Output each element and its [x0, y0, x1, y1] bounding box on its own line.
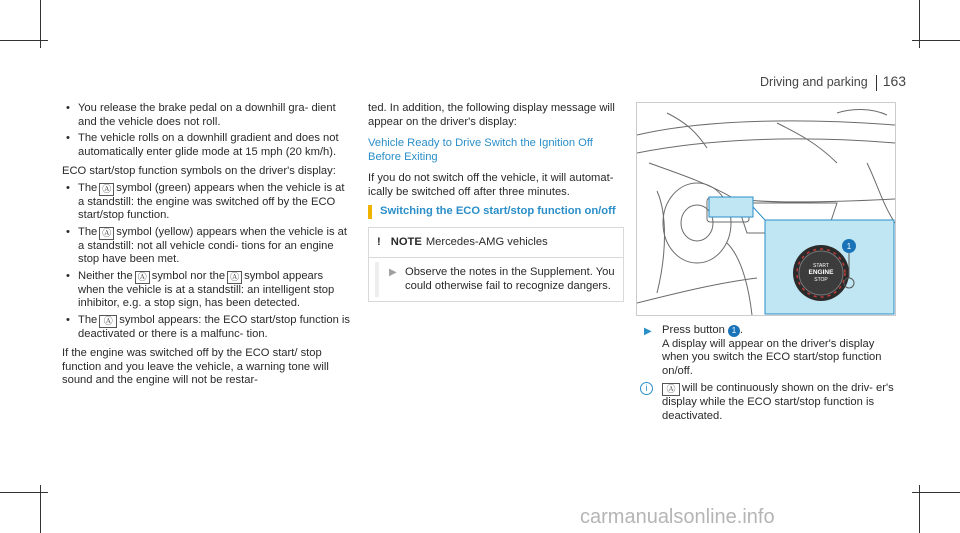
- crop-mark: [0, 492, 48, 493]
- paragraph: If you do not switch off the vehicle, it will automat- ically be switched off after three minutes.: [368, 172, 614, 198]
- section-title: Driving and parking: [760, 75, 868, 89]
- eco-start-stop-icon: Ⓐ: [99, 183, 114, 196]
- left-column: [62, 102, 350, 391]
- step-instruction: ▶ Press button 1 . A display will appear on the driver's display when you switch the ECO start/stop function on/off.: [644, 324, 882, 377]
- callout-number: 1: [846, 242, 852, 251]
- eco-button-highlight: [709, 197, 753, 217]
- eco-off-icon: Ⓐ: [662, 383, 680, 396]
- list-item: • The vehicle rolls on a downhill gradient and does not automatically enter glide mode at 15 mph (20 km/h).: [62, 132, 350, 159]
- info-note: i Ⓐ will be continuously shown on the driv- er's display while the ECO start/stop function is deactivated.: [636, 382, 894, 423]
- list-item: • You release the brake pedal on a downhill gra- dient and the vehicle does not roll.: [62, 102, 350, 129]
- info-icon: i: [640, 382, 653, 395]
- note-box: [368, 227, 624, 303]
- paragraph: ted. In addition, the following display message will appear on the driver's display:: [368, 102, 615, 128]
- paragraph: ECO start/stop function symbols on the driver's display:: [62, 165, 336, 177]
- note-text: Observe the notes in the Supplement. You could otherwise fail to recognize dangers.: [405, 266, 615, 292]
- list-item: • The Ⓐ symbol (green) appears when the vehicle is at a standstill: the engine was switched off by the ECO start/stop function.: [62, 182, 350, 223]
- eco-start-stop-crossed-icon: Ⓐ: [227, 271, 242, 284]
- dashboard-drawing: [637, 103, 895, 315]
- note-header: [369, 228, 623, 259]
- display-message: Vehicle Ready to Drive Switch the Ignition Off Before Exiting: [368, 137, 593, 163]
- step-description: A display will appear on the driver's display when you switch the ECO start/stop function on/off.: [662, 337, 882, 377]
- list-item: • Neither the Ⓐ symbol nor the Ⓐ symbol appears when the vehicle is at a standstill: an intelligent stop inhibitor, e.g. a stop sign, has been detected.: [62, 270, 350, 311]
- dashboard-illustration: [636, 102, 896, 316]
- list-item: • The Ⓐ symbol (yellow) appears when the vehicle is at a standstill: not all vehicle condi- tions for an engine stop have been met.: [62, 226, 350, 267]
- note-body: [369, 258, 623, 301]
- note-title: Mercedes-AMG vehicles: [425, 235, 548, 248]
- note-bar: [375, 262, 379, 297]
- arrow-right-icon: ▶: [389, 267, 397, 278]
- crop-mark: [912, 40, 960, 41]
- watermark: carmanualsonline.info: [580, 506, 775, 528]
- section-heading: Switching the ECO start/stop function on/off: [368, 205, 624, 219]
- paragraph: If the engine was switched off by the ECO start/ stop function and you leave the vehicle, a warning tone will sound and the engine will not be restar-: [62, 347, 329, 386]
- list-item: • The Ⓐ symbol appears: the ECO start/stop function is deactivated or there is a malfunc- tion.: [62, 314, 350, 342]
- callout-badge: 1: [728, 325, 740, 337]
- note-label: NOTE: [390, 235, 422, 248]
- eco-off-icon: Ⓐ: [99, 315, 117, 328]
- eco-start-stop-icon: Ⓐ: [135, 271, 150, 284]
- middle-column: [368, 102, 624, 302]
- button-label: STOP: [814, 277, 828, 283]
- warning-icon: !: [377, 235, 381, 248]
- header-separator: [876, 75, 877, 91]
- crop-mark: [0, 40, 48, 41]
- crop-mark: [912, 492, 960, 493]
- page-number: 163: [882, 73, 907, 89]
- button-label: ENGINE: [808, 269, 834, 276]
- eco-start-stop-crossed-icon: Ⓐ: [99, 227, 114, 240]
- arrow-right-icon: ▶: [644, 326, 652, 337]
- button-label: START: [813, 263, 829, 269]
- page-header: [760, 73, 940, 91]
